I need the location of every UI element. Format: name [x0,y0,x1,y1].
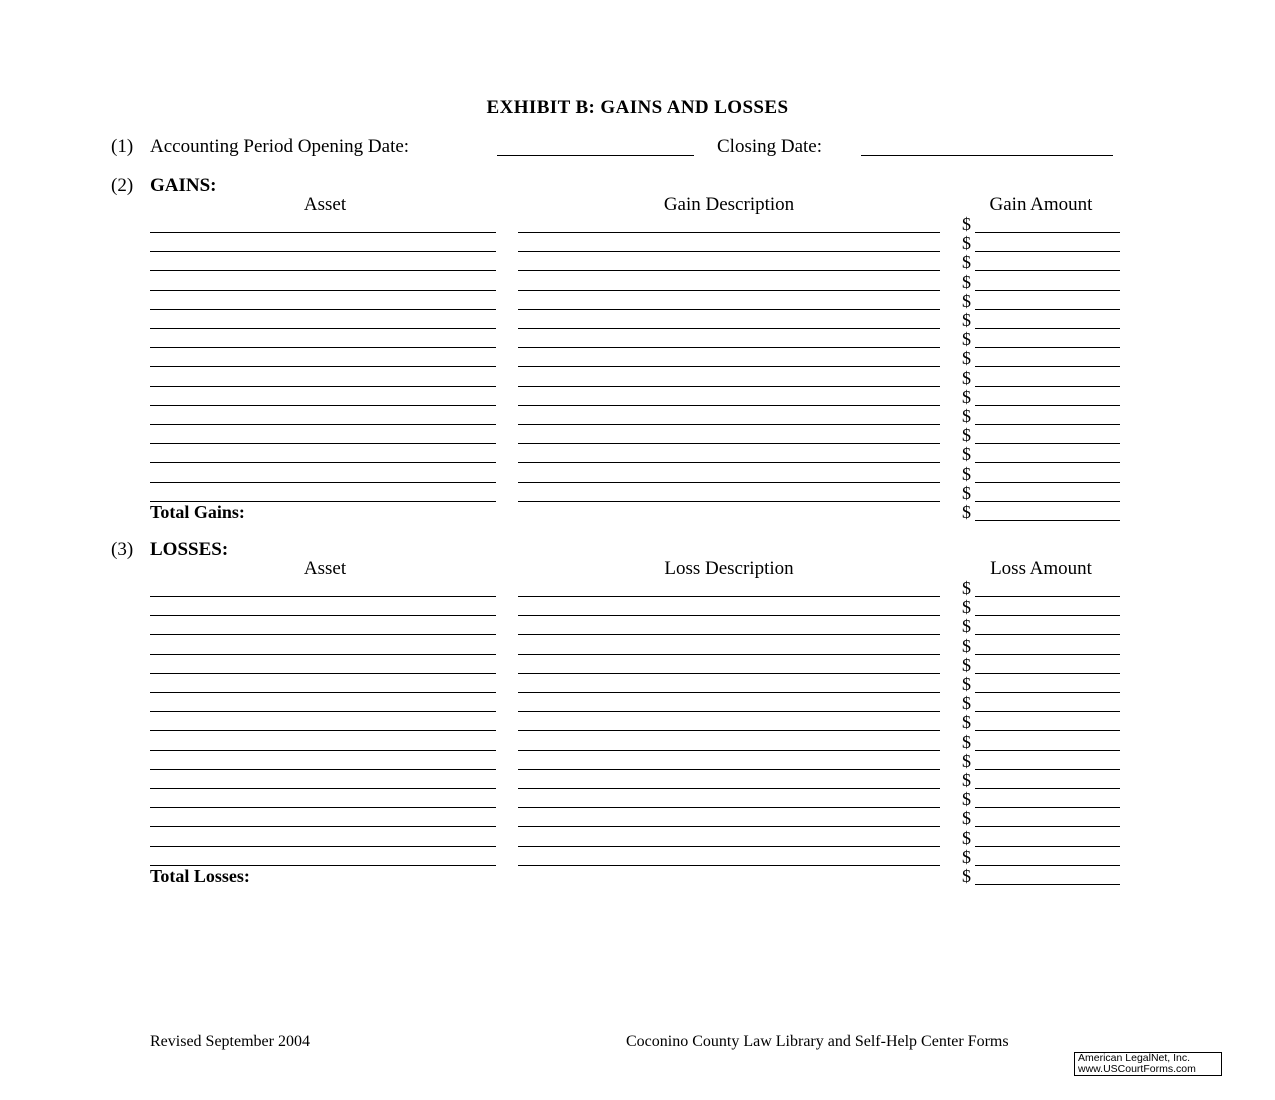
loss-amount-field[interactable] [975,788,1120,789]
loss-currency-symbol: $ [962,616,971,636]
gain-asset-field[interactable] [150,232,496,233]
loss-asset-field[interactable] [150,596,496,597]
losses-heading: LOSSES: [150,539,229,560]
gain-asset-field[interactable] [150,270,496,271]
loss-description-field[interactable] [518,750,940,751]
loss-amount-field[interactable] [975,711,1120,712]
loss-description-field[interactable] [518,692,940,693]
opening-date-label: Accounting Period Opening Date: [150,136,410,157]
loss-currency-symbol: $ [962,789,971,809]
loss-currency-symbol: $ [962,655,971,675]
legalnet-badge [1074,1052,1222,1076]
gains-heading: GAINS: [150,175,217,196]
loss-asset-field[interactable] [150,826,496,827]
loss-description-field[interactable] [518,865,940,866]
loss-description-field[interactable] [518,711,940,712]
loss-description-field[interactable] [518,615,940,616]
loss-description-field[interactable] [518,634,940,635]
loss-description-field[interactable] [518,788,940,789]
loss-description-field[interactable] [518,826,940,827]
loss-currency-symbol: $ [962,693,971,713]
losses-description-header: Loss Description [664,558,794,579]
loss-description-field[interactable] [518,846,940,847]
loss-description-field[interactable] [518,596,940,597]
loss-asset-field[interactable] [150,788,496,789]
loss-currency-symbol: $ [962,712,971,732]
gain-currency-symbol: $ [962,368,971,388]
loss-amount-field[interactable] [975,846,1120,847]
gain-asset-field[interactable] [150,290,496,291]
loss-asset-field[interactable] [150,730,496,731]
gain-amount-field[interactable] [975,501,1120,502]
gain-asset-field[interactable] [150,386,496,387]
gain-amount-field[interactable] [975,328,1120,329]
total-gains-field[interactable] [975,520,1120,521]
loss-amount-field[interactable] [975,769,1120,770]
total-gains-label: Total Gains: [150,502,245,522]
loss-amount-field[interactable] [975,692,1120,693]
gain-description-field[interactable] [518,347,940,348]
gains-number: (2) [111,175,134,196]
loss-currency-symbol: $ [962,770,971,790]
gain-amount-field[interactable] [975,251,1120,252]
gain-asset-field[interactable] [150,251,496,252]
loss-currency-symbol: $ [962,828,971,848]
loss-currency-symbol: $ [962,751,971,771]
loss-asset-field[interactable] [150,692,496,693]
revised-date: Revised September 2004 [150,1033,310,1050]
loss-asset-field[interactable] [150,846,496,847]
loss-currency-symbol: $ [962,847,971,867]
loss-currency-symbol: $ [962,636,971,656]
gain-currency-symbol: $ [962,406,971,426]
loss-currency-symbol: $ [962,732,971,752]
gain-currency-symbol: $ [962,483,971,503]
gain-currency-symbol: $ [962,252,971,272]
gain-description-field[interactable] [518,424,940,425]
gains-description-header: Gain Description [663,194,795,215]
gain-currency-symbol: $ [962,425,971,445]
gain-asset-field[interactable] [150,309,496,310]
loss-description-field[interactable] [518,769,940,770]
gain-currency-symbol: $ [962,444,971,464]
gain-amount-field[interactable] [975,347,1120,348]
gain-asset-field[interactable] [150,424,496,425]
gain-description-field[interactable] [518,462,940,463]
loss-currency-symbol: $ [962,674,971,694]
gain-amount-field[interactable] [975,232,1120,233]
loss-currency-symbol: $ [962,808,971,828]
gain-currency-symbol: $ [962,233,971,253]
loss-asset-field[interactable] [150,750,496,751]
loss-amount-field[interactable] [975,673,1120,674]
loss-amount-field[interactable] [975,596,1120,597]
loss-asset-field[interactable] [150,711,496,712]
gain-amount-field[interactable] [975,290,1120,291]
gain-amount-field[interactable] [975,462,1120,463]
gain-currency-symbol: $ [962,291,971,311]
loss-amount-field[interactable] [975,807,1120,808]
gain-description-field[interactable] [518,251,940,252]
gain-currency-symbol: $ [962,348,971,368]
loss-amount-field[interactable] [975,634,1120,635]
loss-description-field[interactable] [518,730,940,731]
loss-amount-field[interactable] [975,826,1120,827]
gains-asset-header: Asset [303,194,347,215]
gain-description-field[interactable] [518,232,940,233]
closing-date-field[interactable] [861,155,1113,156]
loss-asset-field[interactable] [150,807,496,808]
gain-asset-field[interactable] [150,443,496,444]
gain-amount-field[interactable] [975,424,1120,425]
gain-amount-field[interactable] [975,309,1120,310]
opening-date-field[interactable] [497,155,694,156]
gain-description-field[interactable] [518,443,940,444]
gain-description-field[interactable] [518,270,940,271]
gain-currency-symbol: $ [962,272,971,292]
gain-amount-field[interactable] [975,270,1120,271]
gain-amount-field[interactable] [975,443,1120,444]
gain-description-field[interactable] [518,482,940,483]
gain-description-field[interactable] [518,290,940,291]
gain-amount-field[interactable] [975,386,1120,387]
losses-amount-header: Loss Amount [990,558,1092,579]
total-losses-label: Total Losses: [150,866,250,886]
gain-amount-field[interactable] [975,482,1120,483]
closing-date-label: Closing Date: [717,136,823,157]
gain-currency-symbol: $ [962,387,971,407]
period-number: (1) [111,136,134,157]
loss-asset-field[interactable] [150,769,496,770]
gain-currency-symbol: $ [962,310,971,330]
gain-description-field[interactable] [518,366,940,367]
footer-source: Coconino County Law Library and Self-Help Center Forms [626,1033,1009,1050]
gain-currency-symbol: $ [962,214,971,234]
gain-asset-field[interactable] [150,482,496,483]
gain-description-field[interactable] [518,386,940,387]
loss-currency-symbol: $ [962,578,971,598]
badge-line-2: www.USCourtForms.com [1078,1063,1196,1075]
loss-amount-field[interactable] [975,865,1120,866]
gain-description-field[interactable] [518,328,940,329]
loss-amount-field[interactable] [975,615,1120,616]
total-gains-currency: $ [962,502,971,522]
gain-asset-field[interactable] [150,328,496,329]
gain-currency-symbol: $ [962,329,971,349]
total-losses-currency: $ [962,866,971,886]
loss-currency-symbol: $ [962,597,971,617]
loss-amount-field[interactable] [975,654,1120,655]
loss-description-field[interactable] [518,807,940,808]
gain-asset-field[interactable] [150,366,496,367]
gain-currency-symbol: $ [962,464,971,484]
loss-asset-field[interactable] [150,634,496,635]
gain-asset-field[interactable] [150,405,496,406]
loss-asset-field[interactable] [150,615,496,616]
loss-amount-field[interactable] [975,730,1120,731]
exhibit-title: EXHIBIT B: GAINS AND LOSSES [486,97,789,118]
loss-asset-field[interactable] [150,673,496,674]
loss-amount-field[interactable] [975,750,1120,751]
loss-description-field[interactable] [518,673,940,674]
gains-amount-header: Gain Amount [989,194,1093,215]
loss-description-field[interactable] [518,654,940,655]
gain-description-field[interactable] [518,501,940,502]
gain-description-field[interactable] [518,405,940,406]
losses-number: (3) [111,539,134,560]
loss-asset-field[interactable] [150,654,496,655]
gain-asset-field[interactable] [150,347,496,348]
badge-line-1: American LegalNet, Inc. [1078,1052,1191,1064]
gain-description-field[interactable] [518,309,940,310]
gain-amount-field[interactable] [975,405,1120,406]
gain-asset-field[interactable] [150,462,496,463]
losses-asset-header: Asset [303,558,347,579]
total-losses-field[interactable] [975,884,1120,885]
gain-amount-field[interactable] [975,366,1120,367]
